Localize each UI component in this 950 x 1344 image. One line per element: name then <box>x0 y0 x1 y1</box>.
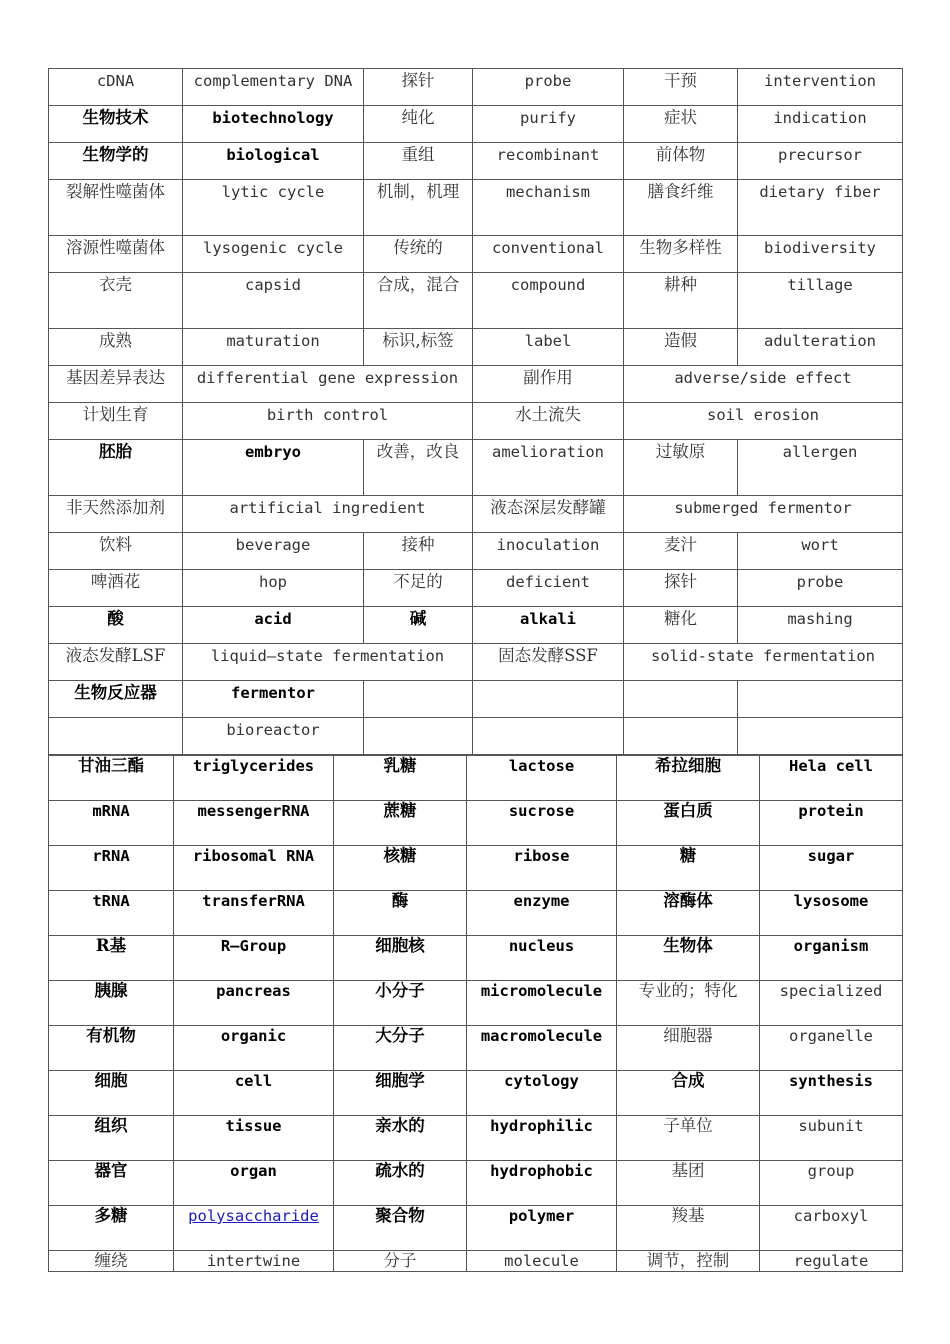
term-cell: 干预 <box>624 69 738 106</box>
term-cell: 器官 <box>49 1161 174 1206</box>
translation-cell: alkali <box>473 607 624 644</box>
translation-cell: fermentor <box>183 681 364 718</box>
translation-cell: organ <box>174 1161 334 1206</box>
term-cell: 组织 <box>49 1116 174 1161</box>
translation-cell: liquid—state fermentation <box>183 644 473 681</box>
term-cell: 生物体 <box>617 936 760 981</box>
table-row <box>49 440 903 496</box>
term-cell: 接种 <box>364 533 473 570</box>
translation-cell: bioreactor <box>183 718 364 755</box>
term-cell: 啤酒花 <box>49 570 183 607</box>
term-cell: 标识,标签 <box>364 329 473 366</box>
term-cell: 合成，混合 <box>364 273 473 329</box>
table-row <box>49 329 903 366</box>
translation-cell: complementary DNA <box>183 69 364 106</box>
translation-cell: hop <box>183 570 364 607</box>
translation-cell: precursor <box>738 143 903 180</box>
table-row <box>49 1206 903 1251</box>
empty-cell <box>738 681 903 718</box>
translation-cell: wort <box>738 533 903 570</box>
translation-cell: compound <box>473 273 624 329</box>
term-cell: 重组 <box>364 143 473 180</box>
term-cell: 饮料 <box>49 533 183 570</box>
term-cell: 合成 <box>617 1071 760 1116</box>
term-cell: 多糖 <box>49 1206 174 1251</box>
translation-cell: R—Group <box>174 936 334 981</box>
table-row <box>49 496 903 533</box>
term-cell: 分子 <box>334 1251 467 1272</box>
table-row <box>49 846 903 891</box>
translation-cell: solid-state fermentation <box>624 644 903 681</box>
term-cell: 专业的；特化 <box>617 981 760 1026</box>
term-cell: 液态发酵LSF <box>49 644 183 681</box>
term-cell: rRNA <box>49 846 174 891</box>
translation-cell: synthesis <box>760 1071 903 1116</box>
term-cell: 液态深层发酵罐 <box>473 496 624 533</box>
table-row <box>49 236 903 273</box>
term-cell: 造假 <box>624 329 738 366</box>
term-cell: 细胞核 <box>334 936 467 981</box>
empty-cell <box>364 681 473 718</box>
translation-cell: capsid <box>183 273 364 329</box>
table-row <box>49 180 903 236</box>
term-cell: 探针 <box>624 570 738 607</box>
term-cell: 机制，机理 <box>364 180 473 236</box>
translation-cell: nucleus <box>467 936 617 981</box>
translation-cell: lactose <box>467 756 617 801</box>
translation-cell: birth control <box>183 403 473 440</box>
translation-cell: biological <box>183 143 364 180</box>
term-cell: 胚胎 <box>49 440 183 496</box>
translation-cell: sucrose <box>467 801 617 846</box>
term-cell: 过敏原 <box>624 440 738 496</box>
translation-cell: sugar <box>760 846 903 891</box>
translation-cell: tissue <box>174 1116 334 1161</box>
term-cell: 基团 <box>617 1161 760 1206</box>
term-cell: 缠绕 <box>49 1251 174 1272</box>
term-cell: 酸 <box>49 607 183 644</box>
term-cell: 基因差异表达 <box>49 366 183 403</box>
empty-cell <box>473 718 624 755</box>
translation-cell: ribosomal RNA <box>174 846 334 891</box>
translation-cell: specialized <box>760 981 903 1026</box>
translation-cell: adulteration <box>738 329 903 366</box>
translation-cell: maturation <box>183 329 364 366</box>
table-row <box>49 273 903 329</box>
translation-cell: mechanism <box>473 180 624 236</box>
translation-cell: lysogenic cycle <box>183 236 364 273</box>
translation-cell: organic <box>174 1026 334 1071</box>
term-cell: 生物反应器 <box>49 681 183 718</box>
term-cell: 疏水的 <box>334 1161 467 1206</box>
term-cell: 裂解性噬菌体 <box>49 180 183 236</box>
translation-cell: beverage <box>183 533 364 570</box>
translation-cell: Hela cell <box>760 756 903 801</box>
term-cell: 水土流失 <box>473 403 624 440</box>
translation-cell: adverse/side effect <box>624 366 903 403</box>
table-row <box>49 403 903 440</box>
polysaccharide-link[interactable]: polysaccharide <box>188 1207 319 1225</box>
term-cell: 前体物 <box>624 143 738 180</box>
table-row <box>49 533 903 570</box>
translation-cell: conventional <box>473 236 624 273</box>
translation-cell <box>174 1206 334 1251</box>
term-cell: 聚合物 <box>334 1206 467 1251</box>
translation-cell: molecule <box>467 1251 617 1272</box>
term-cell: 核糖 <box>334 846 467 891</box>
translation-cell: group <box>760 1161 903 1206</box>
term-cell: mRNA <box>49 801 174 846</box>
translation-cell: subunit <box>760 1116 903 1161</box>
term-cell: 不足的 <box>364 570 473 607</box>
translation-cell: cytology <box>467 1071 617 1116</box>
term-cell: 细胞学 <box>334 1071 467 1116</box>
term-cell: tRNA <box>49 891 174 936</box>
translation-cell: inoculation <box>473 533 624 570</box>
term-cell: 成熟 <box>49 329 183 366</box>
translation-cell: ribose <box>467 846 617 891</box>
term-cell: R基 <box>49 936 174 981</box>
table-row <box>49 106 903 143</box>
table-row <box>49 1116 903 1161</box>
translation-cell: artificial ingredient <box>183 496 473 533</box>
term-cell: 蔗糖 <box>334 801 467 846</box>
translation-cell: biotechnology <box>183 106 364 143</box>
translation-cell: protein <box>760 801 903 846</box>
translation-cell: deficient <box>473 570 624 607</box>
term-cell: 糖 <box>617 846 760 891</box>
table-row <box>49 1161 903 1206</box>
term-cell: 乳糖 <box>334 756 467 801</box>
term-cell: 改善，改良 <box>364 440 473 496</box>
translation-cell: probe <box>738 570 903 607</box>
term-cell: 甘油三酯 <box>49 756 174 801</box>
vocabulary-table-1 <box>48 68 903 755</box>
table-row <box>49 1071 903 1116</box>
term-cell: 生物技术 <box>49 106 183 143</box>
term-cell: 生物学的 <box>49 143 183 180</box>
term-cell: 副作用 <box>473 366 624 403</box>
translation-cell: intervention <box>738 69 903 106</box>
empty-cell <box>738 718 903 755</box>
term-cell: 传统的 <box>364 236 473 273</box>
translation-cell: recombinant <box>473 143 624 180</box>
empty-cell <box>49 718 183 755</box>
table-row <box>49 801 903 846</box>
vocabulary-document <box>48 68 902 1272</box>
translation-cell: cell <box>174 1071 334 1116</box>
translation-cell: amelioration <box>473 440 624 496</box>
term-cell: 碱 <box>364 607 473 644</box>
table-row <box>49 681 903 718</box>
term-cell: 蛋白质 <box>617 801 760 846</box>
term-cell: 麦汁 <box>624 533 738 570</box>
table-row <box>49 1251 903 1272</box>
term-cell: 羧基 <box>617 1206 760 1251</box>
translation-cell: organelle <box>760 1026 903 1071</box>
table-row <box>49 756 903 801</box>
table-row <box>49 570 903 607</box>
term-cell: 亲水的 <box>334 1116 467 1161</box>
translation-cell: soil erosion <box>624 403 903 440</box>
table-row <box>49 891 903 936</box>
term-cell: 衣壳 <box>49 273 183 329</box>
translation-cell: differential gene expression <box>183 366 473 403</box>
translation-cell: hydrophobic <box>467 1161 617 1206</box>
table-row <box>49 718 903 755</box>
term-cell: 细胞 <box>49 1071 174 1116</box>
empty-cell <box>624 718 738 755</box>
table-row <box>49 366 903 403</box>
term-cell: 耕种 <box>624 273 738 329</box>
term-cell: 纯化 <box>364 106 473 143</box>
table-row <box>49 936 903 981</box>
table-row <box>49 607 903 644</box>
translation-cell: dietary fiber <box>738 180 903 236</box>
table-row <box>49 644 903 681</box>
translation-cell: intertwine <box>174 1251 334 1272</box>
translation-cell: triglycerides <box>174 756 334 801</box>
term-cell: 计划生育 <box>49 403 183 440</box>
translation-cell: hydrophilic <box>467 1116 617 1161</box>
empty-cell <box>624 681 738 718</box>
translation-cell: tillage <box>738 273 903 329</box>
table-row <box>49 69 903 106</box>
translation-cell: enzyme <box>467 891 617 936</box>
translation-cell: regulate <box>760 1251 903 1272</box>
term-cell: 溶源性噬菌体 <box>49 236 183 273</box>
term-cell: 症状 <box>624 106 738 143</box>
term-cell: 细胞器 <box>617 1026 760 1071</box>
term-cell: 固态发酵SSF <box>473 644 624 681</box>
translation-cell: submerged fermentor <box>624 496 903 533</box>
translation-cell: micromolecule <box>467 981 617 1026</box>
term-cell: 希拉细胞 <box>617 756 760 801</box>
translation-cell: organism <box>760 936 903 981</box>
translation-cell: macromolecule <box>467 1026 617 1071</box>
term-cell: 探针 <box>364 69 473 106</box>
empty-cell <box>364 718 473 755</box>
term-cell: cDNA <box>49 69 183 106</box>
term-cell: 酶 <box>334 891 467 936</box>
empty-cell <box>473 681 624 718</box>
translation-cell: carboxyl <box>760 1206 903 1251</box>
table-row <box>49 1026 903 1071</box>
translation-cell: allergen <box>738 440 903 496</box>
translation-cell: biodiversity <box>738 236 903 273</box>
table-row <box>49 981 903 1026</box>
term-cell: 非天然添加剂 <box>49 496 183 533</box>
term-cell: 小分子 <box>334 981 467 1026</box>
term-cell: 调节，控制 <box>617 1251 760 1272</box>
translation-cell: indication <box>738 106 903 143</box>
term-cell: 子单位 <box>617 1116 760 1161</box>
translation-cell: probe <box>473 69 624 106</box>
term-cell: 溶酶体 <box>617 891 760 936</box>
translation-cell: embryo <box>183 440 364 496</box>
translation-cell: messengerRNA <box>174 801 334 846</box>
term-cell: 大分子 <box>334 1026 467 1071</box>
table-row <box>49 143 903 180</box>
translation-cell: acid <box>183 607 364 644</box>
translation-cell: lysosome <box>760 891 903 936</box>
vocabulary-table-2 <box>48 755 903 1272</box>
translation-cell: purify <box>473 106 624 143</box>
term-cell: 糖化 <box>624 607 738 644</box>
translation-cell: pancreas <box>174 981 334 1026</box>
term-cell: 生物多样性 <box>624 236 738 273</box>
translation-cell: transferRNA <box>174 891 334 936</box>
term-cell: 有机物 <box>49 1026 174 1071</box>
term-cell: 胰腺 <box>49 981 174 1026</box>
translation-cell: mashing <box>738 607 903 644</box>
translation-cell: polymer <box>467 1206 617 1251</box>
term-cell: 膳食纤维 <box>624 180 738 236</box>
translation-cell: label <box>473 329 624 366</box>
translation-cell: lytic cycle <box>183 180 364 236</box>
